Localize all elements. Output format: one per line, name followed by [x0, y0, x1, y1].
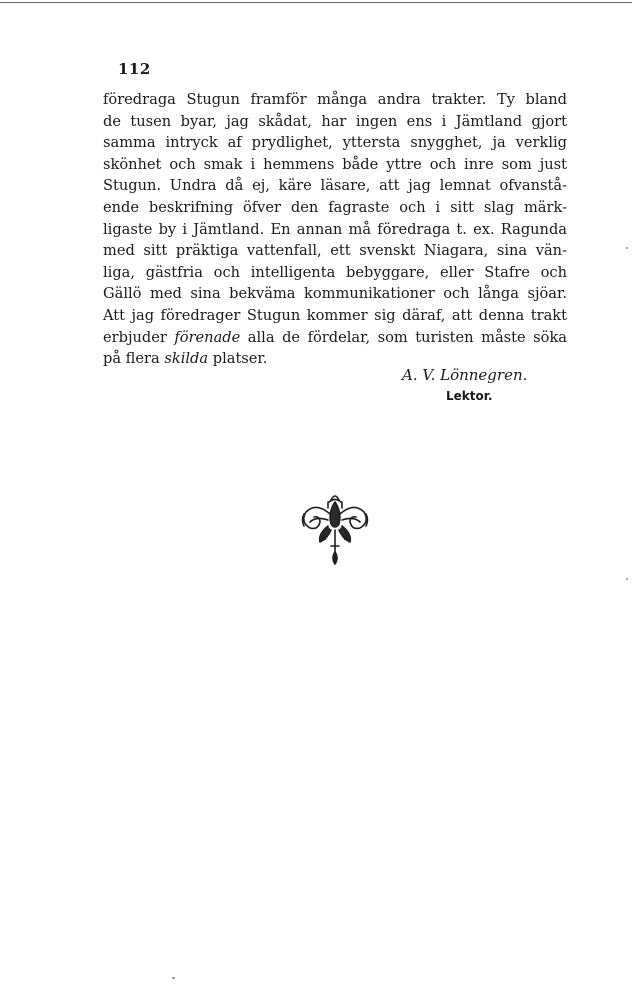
paper-speck: [626, 247, 628, 249]
paragraph-line: liga, gästfria och intelligenta bebyggare, eller Stafre och: [103, 263, 567, 281]
author-signature: A. V. Lönnegren.: [402, 366, 528, 384]
paper-speck: [626, 578, 628, 580]
paragraph-line: med sitt präktiga vattenfall, ett svenskt Niagara, sina vän-: [103, 242, 567, 260]
emphasis-word: förenade: [174, 328, 241, 346]
fleur-de-lis-vignette-icon: [298, 490, 372, 566]
paragraph-line: Att jag föredrager Stugun kommer sig däraf, att denna trakt: [103, 306, 567, 324]
paragraph-line: Stugun. Undra då ej, käre läsare, att jag lemnat ofvanstå-: [103, 177, 567, 195]
top-rule: [0, 2, 632, 3]
emphasis-word: skilda: [164, 350, 209, 368]
paragraph-line: föredraga Stugun framför många andra trakter. Ty bland: [103, 91, 567, 108]
paragraph-line: samma intryck af prydlighet, yttersta snygghet, ja verklig: [103, 134, 567, 152]
paragraph-line: erbjuder förenade alla de fördelar, som turisten måste söka: [103, 328, 567, 346]
paragraph-line: på flera skilda platser.: [103, 350, 268, 368]
body-paragraph: [103, 89, 567, 370]
paragraph-line: ligaste by i Jämtland. En annan må föredraga t. ex. Ragunda: [103, 220, 567, 238]
paragraph-line: ende beskrifning öfver den fagraste och i sitt slag märk-: [103, 198, 567, 216]
author-title: Lektor.: [446, 389, 493, 403]
paragraph-line: skönhet och smak i hemmens både yttre och inre som just: [103, 155, 567, 173]
paragraph-line: de tusen byar, jag skådat, har ingen ens i Jämtland gjort: [103, 112, 567, 130]
page-number: 112: [118, 60, 151, 78]
paper-speck: [172, 977, 175, 979]
paragraph-line: Gällö med sina bekväma kommunikationer och långa sjöar.: [103, 285, 567, 303]
